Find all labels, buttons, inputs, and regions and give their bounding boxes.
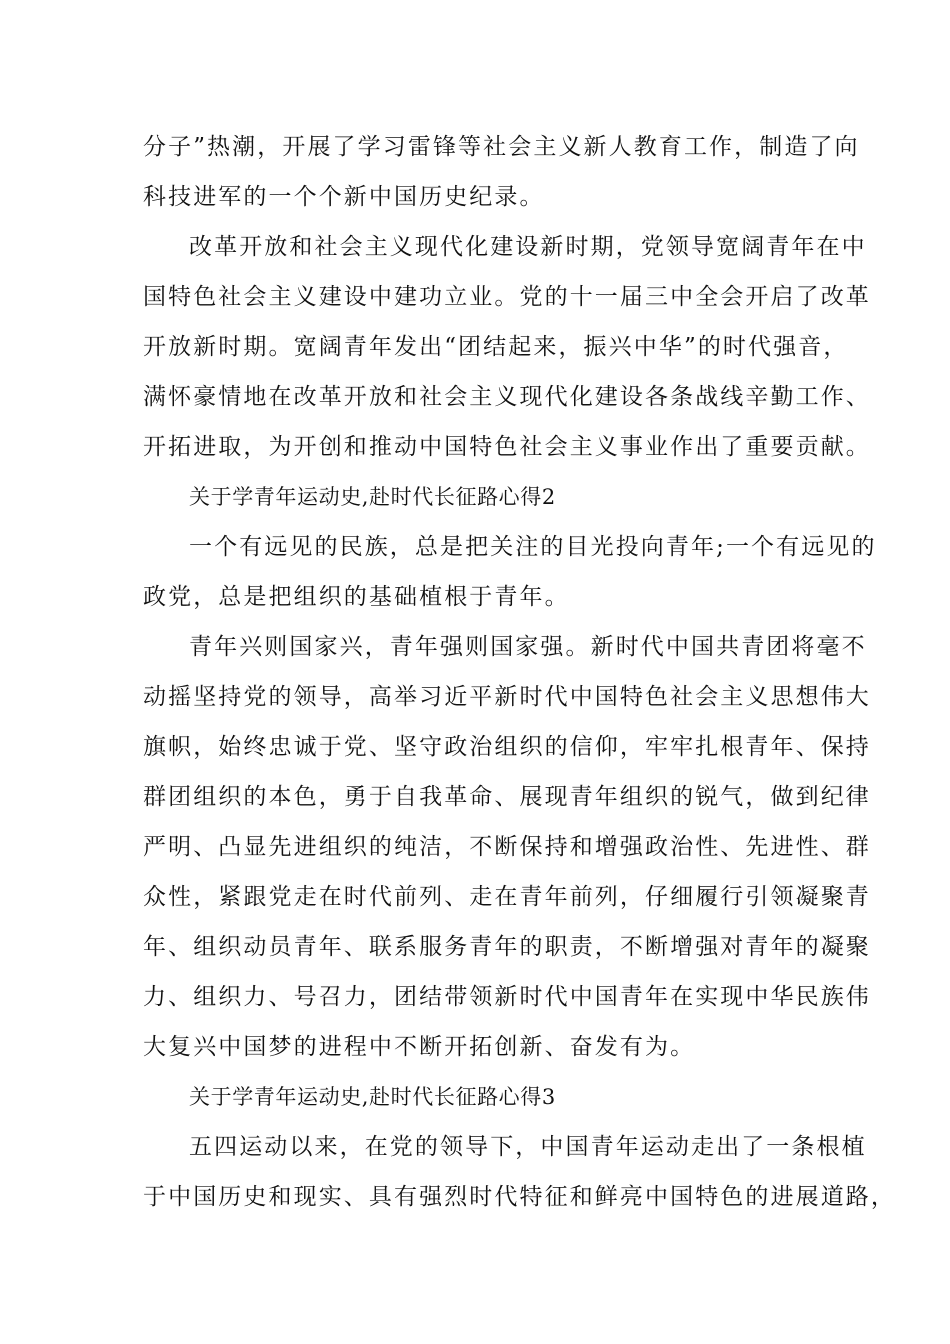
paragraph-line: 五四运动以来，在党的领导下，中国青年运动走出了一条根植 xyxy=(189,1134,867,1160)
document-page xyxy=(143,122,896,1222)
paragraph-line: 改革开放和社会主义现代化建设新时期，党领导宽阔青年在中 xyxy=(189,234,867,260)
section-heading: 关于学青年运动史,赴时代长征路心得2 xyxy=(189,485,556,509)
paragraph-line: 严明、凸显先进组织的纯洁，不断保持和增强政治性、先进性、群 xyxy=(143,834,871,860)
section-heading: 关于学青年运动史,赴时代长征路心得3 xyxy=(189,1085,556,1109)
paragraph-line: 众性，紧跟党走在时代前列、走在青年前列，仔细履行引领凝聚青 xyxy=(143,884,871,910)
paragraph-line: 一个有远见的民族，总是把关注的目光投向青年;一个有远见的 xyxy=(189,534,877,560)
paragraph-line: 于中国历史和现实、具有强烈时代特征和鲜亮中国特色的进展道路， xyxy=(143,1184,896,1210)
paragraph-line: 群团组织的本色，勇于自我革命、展现青年组织的锐气，做到纪律 xyxy=(143,784,871,810)
paragraph-line: 力、组织力、号召力，团结带领新时代中国青年在实现中华民族伟 xyxy=(143,984,871,1010)
paragraph-line: 满怀豪情地在改革开放和社会主义现代化建设各条战线辛勤工作、 xyxy=(143,384,871,410)
paragraph-line: 大复兴中国梦的进程中不断开拓创新、奋发有为。 xyxy=(143,1034,696,1060)
paragraph-line: 动摇坚持党的领导，高举习近平新时代中国特色社会主义思想伟大 xyxy=(143,684,871,710)
paragraph-line: 开拓进取，为开创和推动中国特色社会主义事业作出了重要贡献。 xyxy=(143,434,871,460)
paragraph-line: 年、组织动员青年、联系服务青年的职责，不断增强对青年的凝聚 xyxy=(143,934,871,960)
paragraph-line: 旗帜，始终忠诚于党、坚守政治组织的信仰，牢牢扎根青年、保持 xyxy=(143,734,871,760)
paragraph-line: 青年兴则国家兴，青年强则国家强。新时代中国共青团将毫不 xyxy=(189,634,867,660)
paragraph-line: 开放新时期。宽阔青年发出“团结起来，振兴中华”的时代强音， xyxy=(143,334,849,360)
paragraph-line: 分子”热潮，开展了学习雷锋等社会主义新人教育工作，制造了向 xyxy=(143,134,860,160)
paragraph-line: 科技进军的一个个新中国历史纪录。 xyxy=(143,184,545,210)
paragraph-line: 国特色社会主义建设中建功立业。党的十一届三中全会开启了改革 xyxy=(143,284,871,310)
paragraph-line: 政党，总是把组织的基础植根于青年。 xyxy=(143,584,570,610)
